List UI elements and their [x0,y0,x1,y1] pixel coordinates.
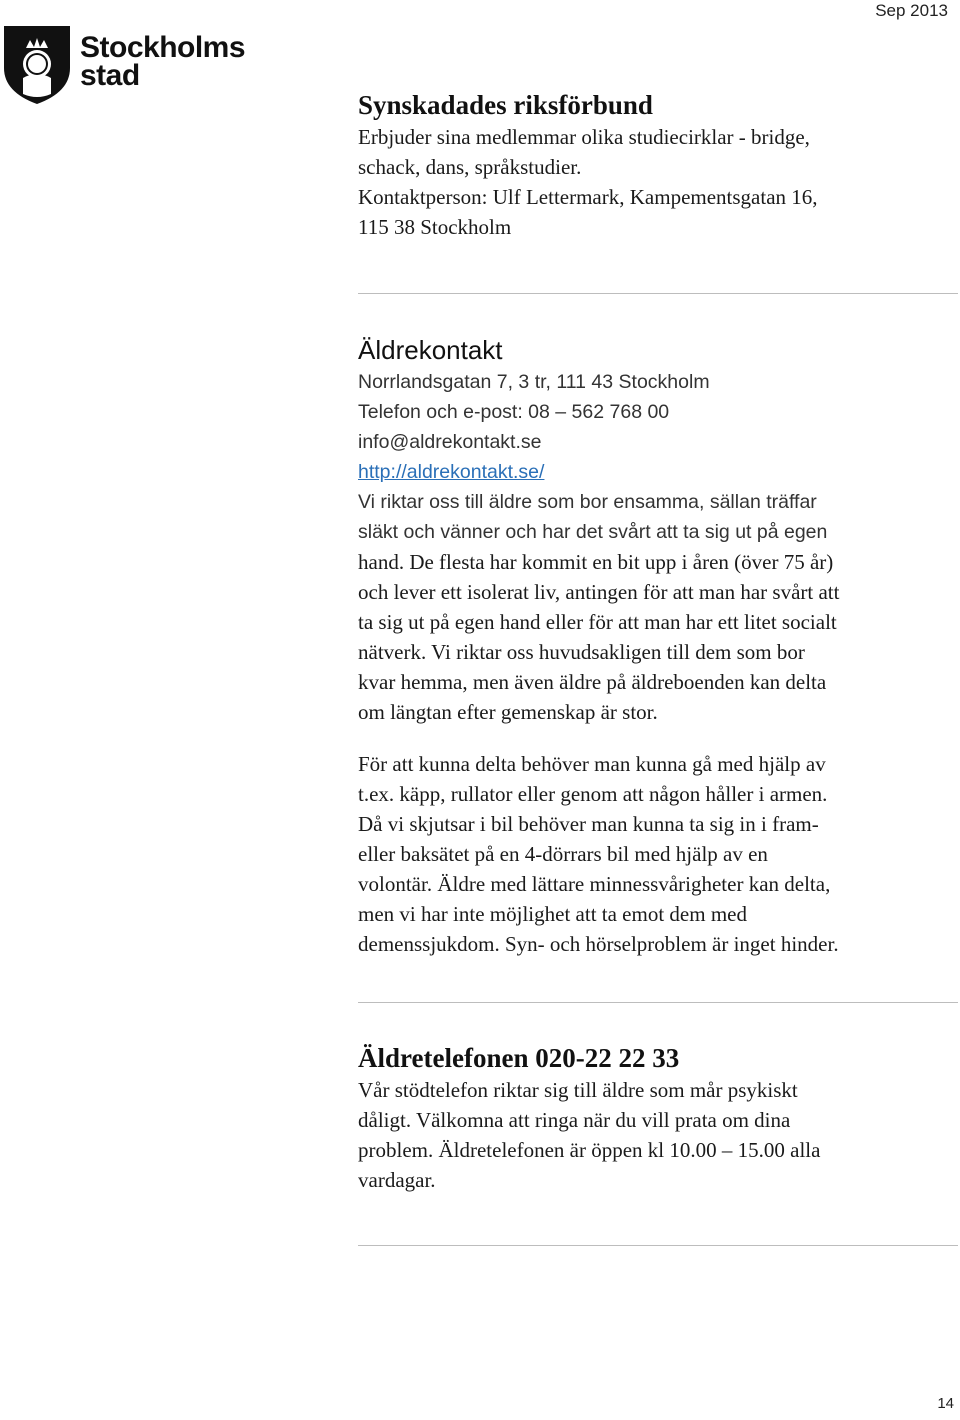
section-divider [358,1245,958,1246]
body-line: volontär. Äldre med lättare minnessvårigheter kan delta, [358,872,831,896]
body-line: problem. Äldretelefonen är öppen kl 10.00 – 15.00 alla [358,1138,821,1162]
body-line: och lever ett isolerat liv, antingen för att man har svårt att [358,580,840,604]
body-line: För att kunna delta behöver man kunna gå med hjälp av [358,752,826,776]
section-aldrekontakt [358,335,958,959]
body-line: Vi riktar oss till äldre som bor ensamma, sällan träffar [358,491,817,513]
body-line: Kontaktperson: Ulf Lettermark, Kampementsgatan 16, [358,185,818,209]
body-line: 115 38 Stockholm [358,215,512,239]
section-divider [358,293,958,294]
phone-text: Telefon och e-post: 08 – 562 768 00 [358,401,670,423]
body-line: hand. De flesta har kommit en bit upp i åren (över 75 år) [358,550,834,574]
body-line: dåligt. Välkomna att ringa när du vill prata om dina [358,1108,791,1132]
website-link[interactable]: http://aldrekontakt.se/ [358,461,545,483]
body-line: vardagar. [358,1168,436,1192]
page-number: 14 [937,1395,954,1412]
header-date: Sep 2013 [875,1,948,20]
body-line: men vi har inte möjlighet att ta emot dem med [358,902,747,926]
section-title: Äldretelefonen 020-22 22 33 [358,1043,680,1073]
stockholms-stad-logo [2,24,252,106]
body-line: Erbjuder sina medlemmar olika studiecirklar - bridge, [358,125,810,149]
logo-text-stockholms: Stockholms [80,31,246,64]
section-synskadades [358,90,958,242]
section-divider [358,1002,958,1003]
body-line: ta sig ut på egen hand eller för att man har ett litet socialt [358,610,837,634]
section-title: Synskadades riksförbund [358,90,653,120]
body-line: schack, dans, språkstudier. [358,155,582,179]
body-line: eller baksätet på en 4-dörrars bil med hjälp av en [358,842,768,866]
email-text: info@aldrekontakt.se [358,431,542,453]
address-text: Norrlandsgatan 7, 3 tr, 111 43 Stockholm [358,371,710,393]
body-line: nätverk. Vi riktar oss huvudsakligen till dem som bor [358,640,805,664]
body-line: demenssjukdom. Syn- och hörselproblem är inget hinder. [358,932,839,956]
section-title: Äldrekontakt [358,335,503,365]
body-line: Vår stödtelefon riktar sig till äldre som mår psykiskt [358,1078,798,1102]
body-line: t.ex. käpp, rullator eller genom att någon håller i armen. [358,782,828,806]
city-crest-icon [2,24,72,106]
body-line: om längtan efter gemenskap är stor. [358,700,658,724]
body-line: Då vi skjutsar i bil behöver man kunna ta sig in i fram- [358,812,819,836]
body-line: släkt och vänner och har det svårt att ta sig ut på egen [358,521,828,543]
logo-text-stad: stad [80,59,140,92]
section-aldretelefonen [358,1043,958,1195]
body-line: kvar hemma, men även äldre på äldreboenden kan delta [358,670,827,694]
